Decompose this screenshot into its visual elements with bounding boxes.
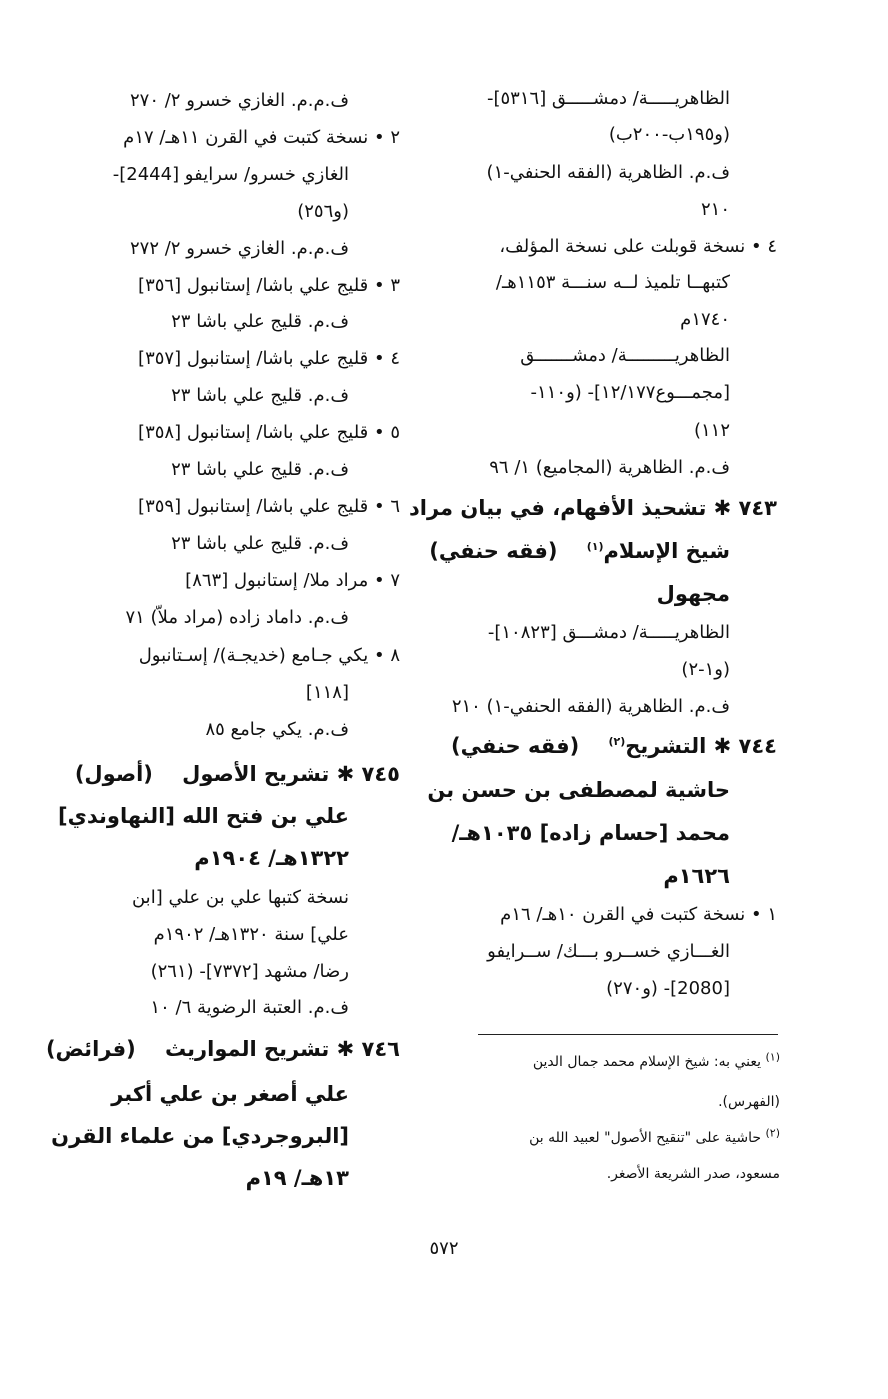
text-line: علي] سنة ١٣٢٠هـ/ ١٩٠٢م bbox=[153, 924, 349, 945]
text-line: ١١٢) bbox=[693, 420, 730, 441]
footnote-divider bbox=[478, 1034, 778, 1035]
text-line: [١١٨] bbox=[305, 682, 349, 703]
footnote bbox=[533, 1052, 780, 1072]
text-line: كتبهــا تلميذ لــه سنـــة ١١٥٣هـ/ bbox=[495, 272, 730, 293]
title-part: ٧٤٦ ✱ تشريح المواريث bbox=[164, 1037, 400, 1061]
subject-tag: (فرائض) bbox=[45, 1037, 136, 1061]
title-part: ٧٤٤ ✱ التشريح bbox=[625, 734, 777, 758]
entry-line: ٧ • مراد ملا/ إستانبول [٨٦٣] bbox=[185, 570, 400, 591]
page-number: ٥٧٢ bbox=[429, 1238, 459, 1259]
author-line: حاشية لمصطفى بن حسن بن bbox=[427, 778, 730, 802]
text-line: ١٧٤٠م bbox=[680, 309, 730, 330]
text-line: ٢١٠ bbox=[700, 199, 730, 220]
footnote-mark: (٢) bbox=[765, 1126, 780, 1140]
text-line: ف.م.م. الغازي خسرو ٢/ ٢٧٢ bbox=[129, 238, 349, 259]
entry-line: ٦ • قليج علي باشا/ إستانبول [٣٥٩] bbox=[138, 496, 400, 517]
text-line: (و١-٢) bbox=[681, 659, 730, 680]
text-line: ف.م. الظاهرية (الفقه الحنفي-١) ٢١٠ bbox=[451, 696, 730, 717]
author-line: مجهول bbox=[656, 582, 730, 606]
subject-tag: (فقه حنفي) bbox=[451, 734, 580, 758]
footnote-ref: (١) bbox=[586, 540, 604, 553]
author-line: محمد [حسام زاده] ١٠٣٥هـ/ bbox=[451, 821, 730, 845]
footnote-continuation: (الفهرس). bbox=[718, 1094, 780, 1110]
author-line: علي بن فتح الله [النهاوندي] bbox=[58, 804, 349, 828]
title-part: ٧٤٥ ✱ تشريح الأصول bbox=[182, 762, 400, 786]
footnote-ref: (٢) bbox=[608, 735, 626, 748]
subject-tag: (أصول) bbox=[74, 762, 153, 786]
entry-heading bbox=[75, 758, 400, 790]
text-line: ف.م. يكي جامع ٨٥ bbox=[205, 719, 349, 740]
text-line: الغـــازي خســرو بـــك/ ســرايفو bbox=[487, 941, 730, 962]
footnote-mark: (١) bbox=[765, 1050, 780, 1064]
entry-heading bbox=[451, 730, 777, 762]
text-line: [مجمـــوع١٢/١٧٧]- (و١١٠- bbox=[530, 382, 730, 403]
text-line: (و٢٥٦) bbox=[297, 201, 349, 222]
entry-line: ٨ • يكي جـامع (خديجـة)/ إسـتانبول bbox=[138, 645, 400, 666]
author-line: ١٣هـ/ ١٩م bbox=[245, 1166, 349, 1190]
text-line: الظاهريـــــــــة/ دمشـــــــق bbox=[520, 345, 730, 366]
text-line: ف.م. قليج علي باشا ٢٣ bbox=[171, 311, 349, 332]
text-line: ف.م. الظاهرية (الفقه الحنفي-١) bbox=[486, 162, 730, 183]
author-line: ١٣٢٢هـ/ ١٩٠٤م bbox=[194, 846, 349, 870]
footnote bbox=[529, 1128, 780, 1148]
text-line: الظاهريـــــة/ دمشـــق [١٠٨٢٣]- bbox=[487, 622, 730, 643]
entry-line: ١ • نسخة كتبت في القرن ١٠هـ/ ١٦م bbox=[500, 904, 777, 925]
footnote-continuation: مسعود، صدر الشريعة الأصغر. bbox=[606, 1166, 780, 1182]
entry-heading: ٧٤٣ ✱ تشحيذ الأفهام، في بيان مراد bbox=[408, 496, 777, 520]
footnote-text: يعني به: شيخ الإسلام محمد جمال الدين bbox=[532, 1054, 762, 1070]
text-line: ف.م.م. الغازي خسرو ٢/ ٢٧٠ bbox=[129, 90, 349, 111]
text-line: [2080]- (و٢٧٠) bbox=[606, 978, 730, 999]
title-part: شيخ الإسلام bbox=[603, 539, 730, 563]
subject-tag: (فقه حنفي) bbox=[429, 539, 558, 563]
text-line: ف.م. داماد زاده (مراد ملاّ) ٧١ bbox=[125, 607, 349, 628]
entry-line: ٥ • قليج علي باشا/ إستانبول [٣٥٨] bbox=[138, 422, 400, 443]
entry-line: ٤ • قليج علي باشا/ إستانبول [٣٥٧] bbox=[138, 348, 400, 369]
text-line: رضا/ مشهد [٧٣٧٢]- (٢٦١) bbox=[150, 961, 349, 982]
entry-line: ٣ • قليج علي باشا/ إستانبول [٣٥٦] bbox=[138, 275, 400, 296]
text-line: ف.م. قليج علي باشا ٢٣ bbox=[171, 385, 349, 406]
footnote-text: حاشية على "تنقيح الأصول" لعبيد الله بن bbox=[529, 1130, 762, 1146]
text-line: ف.م. قليج علي باشا ٢٣ bbox=[171, 533, 349, 554]
text-line: الغازي خسرو/ سرايفو [2444]- bbox=[112, 164, 349, 185]
text-line: (و١٩٥ب-٢٠٠ب) bbox=[608, 124, 730, 145]
text-line: ف.م. قليج علي باشا ٢٣ bbox=[171, 459, 349, 480]
text-line: الظاهريـــــة/ دمشـــــق [٥٣١٦]- bbox=[486, 88, 730, 109]
author-line: ١٦٢٦م bbox=[663, 864, 730, 888]
entry-heading bbox=[429, 535, 730, 567]
entry-line: ٤ • نسخة قوبلت على نسخة المؤلف، bbox=[499, 236, 777, 257]
entry-line: ٢ • نسخة كتبت في القرن ١١هـ/ ١٧م bbox=[123, 127, 400, 148]
author-line: علي أصغر بن علي أكبر bbox=[111, 1082, 349, 1106]
entry-heading bbox=[46, 1033, 400, 1065]
text-line: نسخة كتبها علي بن علي [ابن bbox=[131, 887, 349, 908]
text-line: ف.م. الظاهرية (المجاميع) ١/ ٩٦ bbox=[489, 457, 730, 478]
author-line: [البروجردي] من علماء القرن bbox=[51, 1124, 349, 1148]
text-line: ف.م. العتبة الرضوية ٦/ ١٠ bbox=[150, 997, 349, 1018]
